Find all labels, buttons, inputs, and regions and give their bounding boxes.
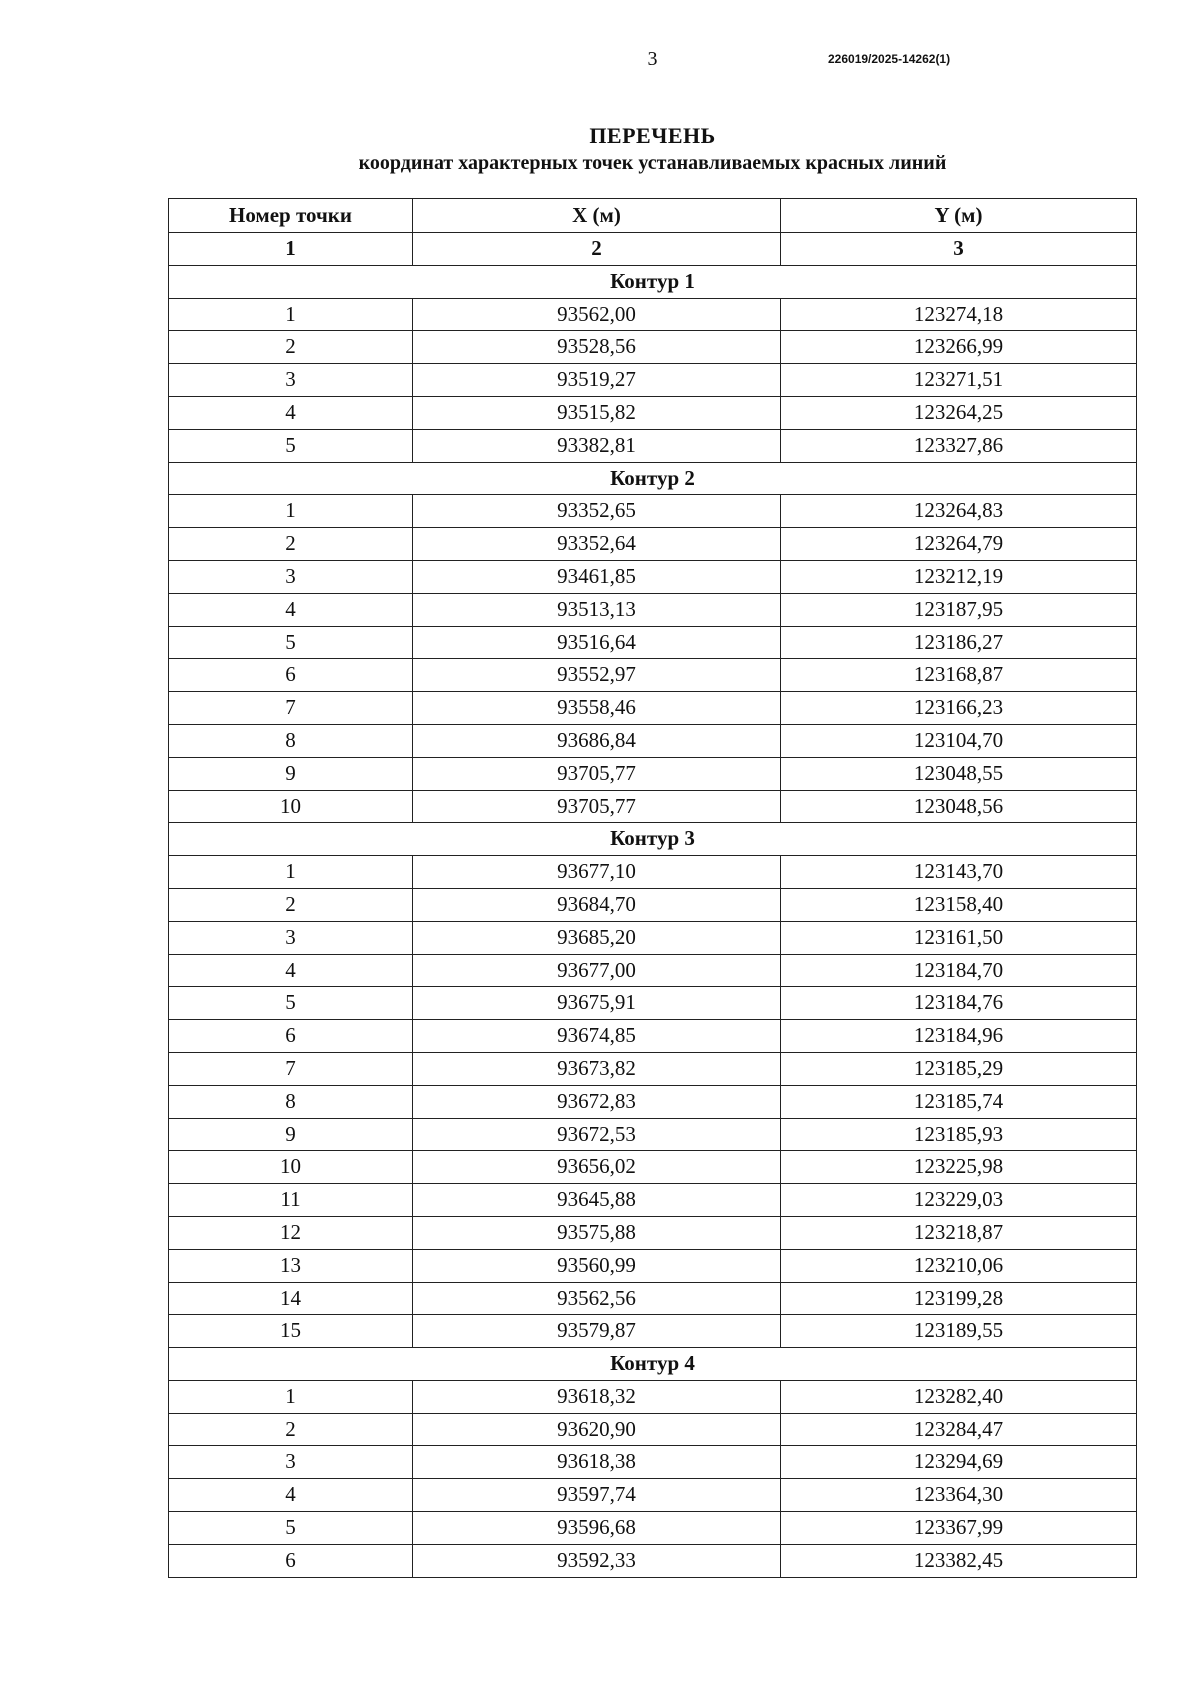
y-coordinate-cell: 123185,74 [781,1085,1137,1118]
y-coordinate-cell: 123264,25 [781,396,1137,429]
y-coordinate-cell: 123264,79 [781,528,1137,561]
y-coordinate-cell: 123282,40 [781,1380,1137,1413]
table-row [169,692,1137,725]
contour-title: Контур 1 [169,265,1137,298]
point-number-cell: 7 [169,692,413,725]
point-number-cell: 8 [169,1085,413,1118]
x-coordinate-cell: 93579,87 [413,1315,781,1348]
point-number-cell: 9 [169,1118,413,1151]
table-row [169,790,1137,823]
table-row [169,593,1137,626]
x-coordinate-cell: 93620,90 [413,1413,781,1446]
point-number-cell: 6 [169,1544,413,1577]
table-row [169,626,1137,659]
table-header-row [169,199,1137,233]
table-row [169,856,1137,889]
y-coordinate-cell: 123168,87 [781,659,1137,692]
x-coordinate-cell: 93562,00 [413,298,781,331]
y-coordinate-cell: 123271,51 [781,364,1137,397]
x-coordinate-cell: 93596,68 [413,1512,781,1545]
table-row [169,888,1137,921]
y-coordinate-cell: 123161,50 [781,921,1137,954]
table-row [169,1216,1137,1249]
contour-header-row [169,1348,1137,1381]
coordinates-table [168,198,1137,1578]
point-number-cell: 2 [169,1413,413,1446]
point-number-cell: 3 [169,560,413,593]
x-coordinate-cell: 93352,65 [413,495,781,528]
point-number-cell: 1 [169,856,413,889]
contour-title: Контур 3 [169,823,1137,856]
y-coordinate-cell: 123229,03 [781,1184,1137,1217]
y-coordinate-cell: 123185,29 [781,1052,1137,1085]
point-number-cell: 1 [169,298,413,331]
y-coordinate-cell: 123048,56 [781,790,1137,823]
point-number-cell: 8 [169,724,413,757]
table-row [169,364,1137,397]
point-number-cell: 4 [169,1479,413,1512]
table-row [169,1118,1137,1151]
contour-title: Контур 4 [169,1348,1137,1381]
contour-header-row [169,462,1137,495]
y-coordinate-cell: 123185,93 [781,1118,1137,1151]
table-row [169,659,1137,692]
y-coordinate-cell: 123364,30 [781,1479,1137,1512]
point-number-cell: 2 [169,331,413,364]
table-row [169,757,1137,790]
x-coordinate-cell: 93575,88 [413,1216,781,1249]
x-coordinate-cell: 93645,88 [413,1184,781,1217]
x-coordinate-cell: 93705,77 [413,757,781,790]
table-row [169,1249,1137,1282]
y-coordinate-cell: 123186,27 [781,626,1137,659]
y-coordinate-cell: 123284,47 [781,1413,1137,1446]
x-coordinate-cell: 93684,70 [413,888,781,921]
table-row [169,987,1137,1020]
table-row [169,1020,1137,1053]
table-row [169,1413,1137,1446]
y-coordinate-cell: 123184,96 [781,1020,1137,1053]
table-row [169,1512,1137,1545]
x-coordinate-cell: 93560,99 [413,1249,781,1282]
point-number-cell: 3 [169,1446,413,1479]
page-number: 3 [647,48,658,70]
column-number-row [169,233,1137,266]
point-number-cell: 6 [169,1020,413,1053]
table-row [169,1544,1137,1577]
point-number-cell: 1 [169,495,413,528]
x-coordinate-cell: 93597,74 [413,1479,781,1512]
table-row [169,954,1137,987]
x-coordinate-cell: 93686,84 [413,724,781,757]
x-coordinate-cell: 93592,33 [413,1544,781,1577]
x-coordinate-cell: 93352,64 [413,528,781,561]
document-title: ПЕРЕЧЕНЬ [589,123,716,148]
point-number-cell: 15 [169,1315,413,1348]
x-coordinate-cell: 93672,83 [413,1085,781,1118]
y-coordinate-cell: 123189,55 [781,1315,1137,1348]
y-coordinate-cell: 123166,23 [781,692,1137,725]
x-coordinate-cell: 93516,64 [413,626,781,659]
point-number-cell: 3 [169,364,413,397]
table-row [169,921,1137,954]
y-coordinate-cell: 123212,19 [781,560,1137,593]
table-row [169,1085,1137,1118]
y-coordinate-cell: 123274,18 [781,298,1137,331]
y-coordinate-cell: 123187,95 [781,593,1137,626]
table-row [169,1446,1137,1479]
table-row [169,1380,1137,1413]
y-coordinate-cell: 123327,86 [781,429,1137,462]
y-coordinate-cell: 123184,76 [781,987,1137,1020]
table-row [169,396,1137,429]
point-number-cell: 11 [169,1184,413,1217]
x-coordinate-cell: 93519,27 [413,364,781,397]
column-header-x: X (м) [413,199,781,233]
x-coordinate-cell: 93552,97 [413,659,781,692]
point-number-cell: 9 [169,757,413,790]
x-coordinate-cell: 93382,81 [413,429,781,462]
table-row [169,429,1137,462]
table-row [169,1315,1137,1348]
contour-header-row [169,265,1137,298]
x-coordinate-cell: 93558,46 [413,692,781,725]
x-coordinate-cell: 93677,00 [413,954,781,987]
y-coordinate-cell: 123225,98 [781,1151,1137,1184]
x-coordinate-cell: 93513,13 [413,593,781,626]
point-number-cell: 4 [169,954,413,987]
point-number-cell: 14 [169,1282,413,1315]
x-coordinate-cell: 93674,85 [413,1020,781,1053]
x-coordinate-cell: 93562,56 [413,1282,781,1315]
table-row [169,1479,1137,1512]
x-coordinate-cell: 93528,56 [413,331,781,364]
point-number-cell: 1 [169,1380,413,1413]
table-row [169,495,1137,528]
x-coordinate-cell: 93618,38 [413,1446,781,1479]
point-number-cell: 2 [169,528,413,561]
point-number-cell: 4 [169,396,413,429]
column-number: 1 [169,233,413,266]
point-number-cell: 7 [169,1052,413,1085]
y-coordinate-cell: 123199,28 [781,1282,1137,1315]
table-row [169,298,1137,331]
table-row [169,560,1137,593]
point-number-cell: 2 [169,888,413,921]
x-coordinate-cell: 93677,10 [413,856,781,889]
point-number-cell: 5 [169,1512,413,1545]
document-subtitle: координат характерных точек устанавливаемых красных линий [358,152,947,174]
point-number-cell: 10 [169,790,413,823]
point-number-cell: 5 [169,626,413,659]
y-coordinate-cell: 123382,45 [781,1544,1137,1577]
table-row [169,1184,1137,1217]
table-row [169,1052,1137,1085]
y-coordinate-cell: 123158,40 [781,888,1137,921]
x-coordinate-cell: 93675,91 [413,987,781,1020]
x-coordinate-cell: 93515,82 [413,396,781,429]
table-row [169,528,1137,561]
y-coordinate-cell: 123210,06 [781,1249,1137,1282]
y-coordinate-cell: 123218,87 [781,1216,1137,1249]
point-number-cell: 3 [169,921,413,954]
table-row [169,1151,1137,1184]
table-body [169,265,1137,1577]
column-number: 3 [781,233,1137,266]
y-coordinate-cell: 123104,70 [781,724,1137,757]
column-header-point-number: Номер точки [169,199,413,233]
x-coordinate-cell: 93673,82 [413,1052,781,1085]
point-number-cell: 4 [169,593,413,626]
x-coordinate-cell: 93656,02 [413,1151,781,1184]
x-coordinate-cell: 93705,77 [413,790,781,823]
y-coordinate-cell: 123367,99 [781,1512,1137,1545]
table-row [169,331,1137,364]
point-number-cell: 10 [169,1151,413,1184]
contour-title: Контур 2 [169,462,1137,495]
table-row [169,724,1137,757]
point-number-cell: 5 [169,987,413,1020]
y-coordinate-cell: 123184,70 [781,954,1137,987]
point-number-cell: 6 [169,659,413,692]
y-coordinate-cell: 123048,55 [781,757,1137,790]
y-coordinate-cell: 123266,99 [781,331,1137,364]
document-number: 226019/2025-14262(1) [828,52,951,66]
x-coordinate-cell: 93685,20 [413,921,781,954]
column-header-y: Y (м) [781,199,1137,233]
point-number-cell: 5 [169,429,413,462]
contour-header-row [169,823,1137,856]
x-coordinate-cell: 93618,32 [413,1380,781,1413]
point-number-cell: 13 [169,1249,413,1282]
y-coordinate-cell: 123264,83 [781,495,1137,528]
y-coordinate-cell: 123143,70 [781,856,1137,889]
point-number-cell: 12 [169,1216,413,1249]
column-number: 2 [413,233,781,266]
x-coordinate-cell: 93461,85 [413,560,781,593]
x-coordinate-cell: 93672,53 [413,1118,781,1151]
y-coordinate-cell: 123294,69 [781,1446,1137,1479]
table-row [169,1282,1137,1315]
